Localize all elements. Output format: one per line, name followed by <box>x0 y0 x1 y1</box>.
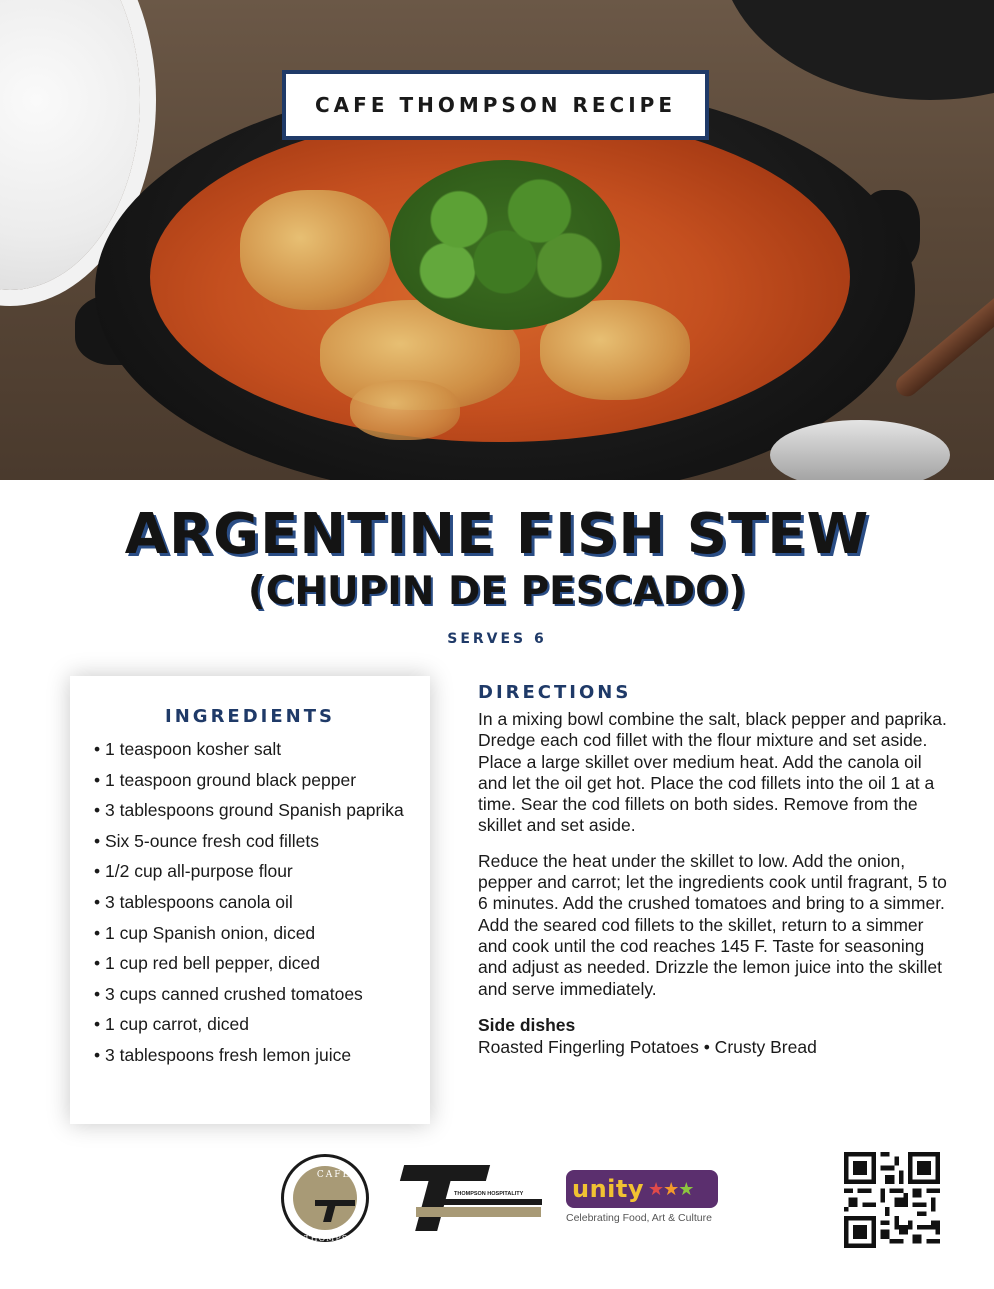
logo-gold-stripe <box>416 1207 541 1217</box>
ingredients-heading: INGREDIENTS <box>165 706 335 727</box>
unity-tagline: Celebrating Food, Art & Culture <box>566 1212 712 1224</box>
bullet: • <box>94 861 101 882</box>
ingredient-item <box>94 1044 424 1067</box>
ingredient-text: 1 cup red bell pepper, diced <box>105 953 321 974</box>
fish-piece <box>350 380 460 440</box>
directions-paragraph: In a mixing bowl combine the salt, black pepper and paprika. Dredge each cod fillet with the flour mixture and set aside. Place a large skillet over medium heat. Add the canola oil and let the oil get hot. Place the cod fillets into the oil 1 at a time. Sear the cod fillets on both sides. Remove from the skillet and set aside. <box>478 709 947 836</box>
logo-stripe <box>442 1199 542 1205</box>
logo-emblem <box>293 1166 364 1243</box>
bullet: • <box>94 739 101 759</box>
recipe-badge-text: CAFE THOMPSON RECIPE <box>315 93 676 117</box>
serves-label: SERVES 6 <box>447 631 547 647</box>
pot <box>720 0 994 100</box>
ingredient-item <box>94 830 424 853</box>
ingredient-text: 3 cups canned crushed tomatoes <box>105 983 363 1004</box>
ingredient-item <box>94 738 424 761</box>
bullet: • <box>94 830 101 851</box>
unity-word: unity <box>572 1175 645 1203</box>
ingredient-item <box>94 952 424 975</box>
recipe-title: ARGENTINE FISH STEW <box>124 502 870 567</box>
ingredient-text: 1 teaspoon ground black pepper <box>105 769 357 790</box>
bullet: • <box>94 922 101 943</box>
ingredient-text: 3 tablespoons fresh lemon juice <box>105 1044 352 1065</box>
bullet: • <box>94 1044 101 1065</box>
ingredient-item <box>94 983 424 1006</box>
cilantro-garnish <box>390 160 620 330</box>
thompson-hospitality-logo <box>398 1163 543 1233</box>
logo-name: THOMPSON HOSPITALITY <box>454 1191 524 1197</box>
recipe-subtitle: (CHUPIN DE PESCADO) <box>247 569 747 614</box>
hero-photo <box>0 0 994 480</box>
ingredient-text: 1 teaspoon kosher salt <box>105 739 282 759</box>
ingredient-text: Six 5-ounce fresh cod fillets <box>105 830 319 851</box>
cafe-thompson-logo <box>281 1154 369 1242</box>
side-dishes-label: Side dishes <box>478 1014 576 1035</box>
bullet: • <box>94 800 101 821</box>
ingredients-list <box>94 738 424 1075</box>
ingredients-card <box>70 676 430 1124</box>
recipe-badge <box>282 70 709 140</box>
unity-logo <box>566 1170 720 1224</box>
ingredient-item <box>94 891 424 914</box>
logo-text-bottom: THOMPSON <box>304 1234 364 1243</box>
directions-heading: DIRECTIONS <box>478 682 632 703</box>
stars-icon: ★★★ <box>648 1178 694 1199</box>
ingredient-text: 3 tablespoons canola oil <box>105 891 293 912</box>
bullet: • <box>94 983 101 1004</box>
ingredient-text: 1/2 cup all-purpose flour <box>105 861 293 882</box>
bullet: • <box>94 1014 101 1035</box>
ingredient-item <box>94 1013 424 1036</box>
ingredient-item <box>94 860 424 883</box>
qr-code-icon[interactable] <box>844 1152 940 1248</box>
side-dishes-text: Roasted Fingerling Potatoes • Crusty Bread <box>478 1036 817 1057</box>
unity-badge <box>566 1170 718 1208</box>
ingredient-item <box>94 799 424 822</box>
bullet: • <box>94 953 101 974</box>
ingredient-text: 1 cup carrot, diced <box>105 1014 249 1035</box>
ingredient-item <box>94 769 424 792</box>
directions-paragraph: Reduce the heat under the skillet to low. Add the onion, pepper and carrot; let the ingredients cook until fragrant, 5 to 6 minutes. Add the crushed tomatoes and bring to a simmer. Add the seared cod fillets to the skillet, return to a simmer and cook until the cod reaches 145 F. Taste for seasoning and adjust as needed. Drizzle the lemon juice into the skillet and serve immediately. <box>478 850 947 999</box>
logo-text-top: CAFE <box>316 1170 352 1180</box>
bullet: • <box>94 769 101 790</box>
bullet: • <box>94 891 101 912</box>
ingredient-text: 3 tablespoons ground Spanish paprika <box>105 800 404 821</box>
spoon <box>770 420 950 480</box>
fish-piece <box>240 190 390 310</box>
ingredient-text: 1 cup Spanish onion, diced <box>105 922 316 943</box>
ingredient-item <box>94 922 424 945</box>
directions-section <box>478 682 948 1058</box>
